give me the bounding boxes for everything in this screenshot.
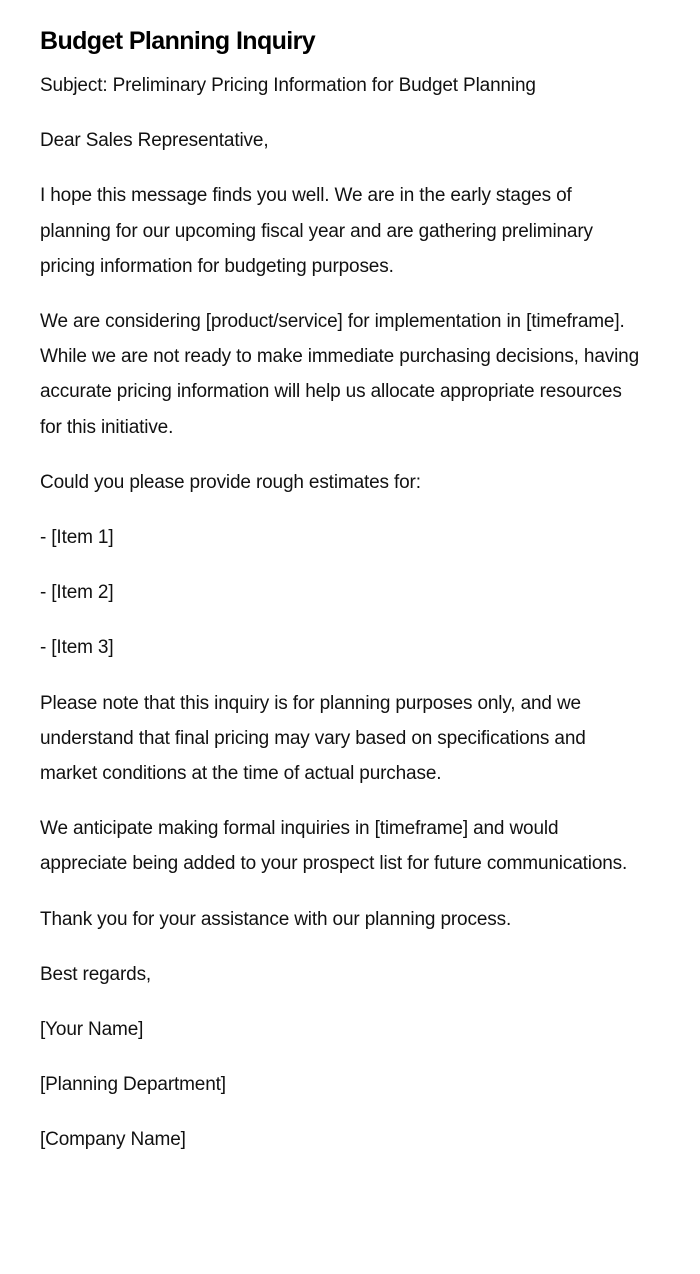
signature-department: [Planning Department] <box>40 1074 226 1096</box>
list-item: - [Item 3] <box>40 637 114 659</box>
signoff: Best regards, <box>40 963 152 985</box>
signature-name: [Your Name] <box>40 1019 144 1041</box>
salutation: Dear Sales Representative, <box>40 130 269 152</box>
body-paragraph: We are considering [product/service] for implementation in [timeframe]. While we are not ready to make immediate purchasing decisions, having accurate pricing information will help us allocate appropriate resources for this initiative. <box>40 311 640 438</box>
body-paragraph: Could you please provide rough estimates for: <box>40 471 421 493</box>
letter-document <box>40 24 640 1178</box>
body-paragraph: We anticipate making formal inquiries in [timeframe] and would appreciate being added to your prospect list for future communications. <box>40 818 628 875</box>
subject-line: Subject: Preliminary Pricing Information for Budget Planning <box>40 75 536 96</box>
signature-company: [Company Name] <box>40 1129 186 1151</box>
body-paragraph: I hope this message finds you well. We are in the early stages of planning for our upcoming fiscal year and are gathering preliminary pricing information for budgeting purposes. <box>40 185 593 277</box>
list-item: - [Item 2] <box>40 582 114 604</box>
list-item: - [Item 1] <box>40 527 114 549</box>
body-paragraph: Thank you for your assistance with our planning process. <box>40 908 512 930</box>
document-title: Budget Planning Inquiry <box>40 27 316 55</box>
body-paragraph: Please note that this inquiry is for planning purposes only, and we understand that final pricing may vary based on specifications and market conditions at the time of actual purchase. <box>40 692 586 785</box>
